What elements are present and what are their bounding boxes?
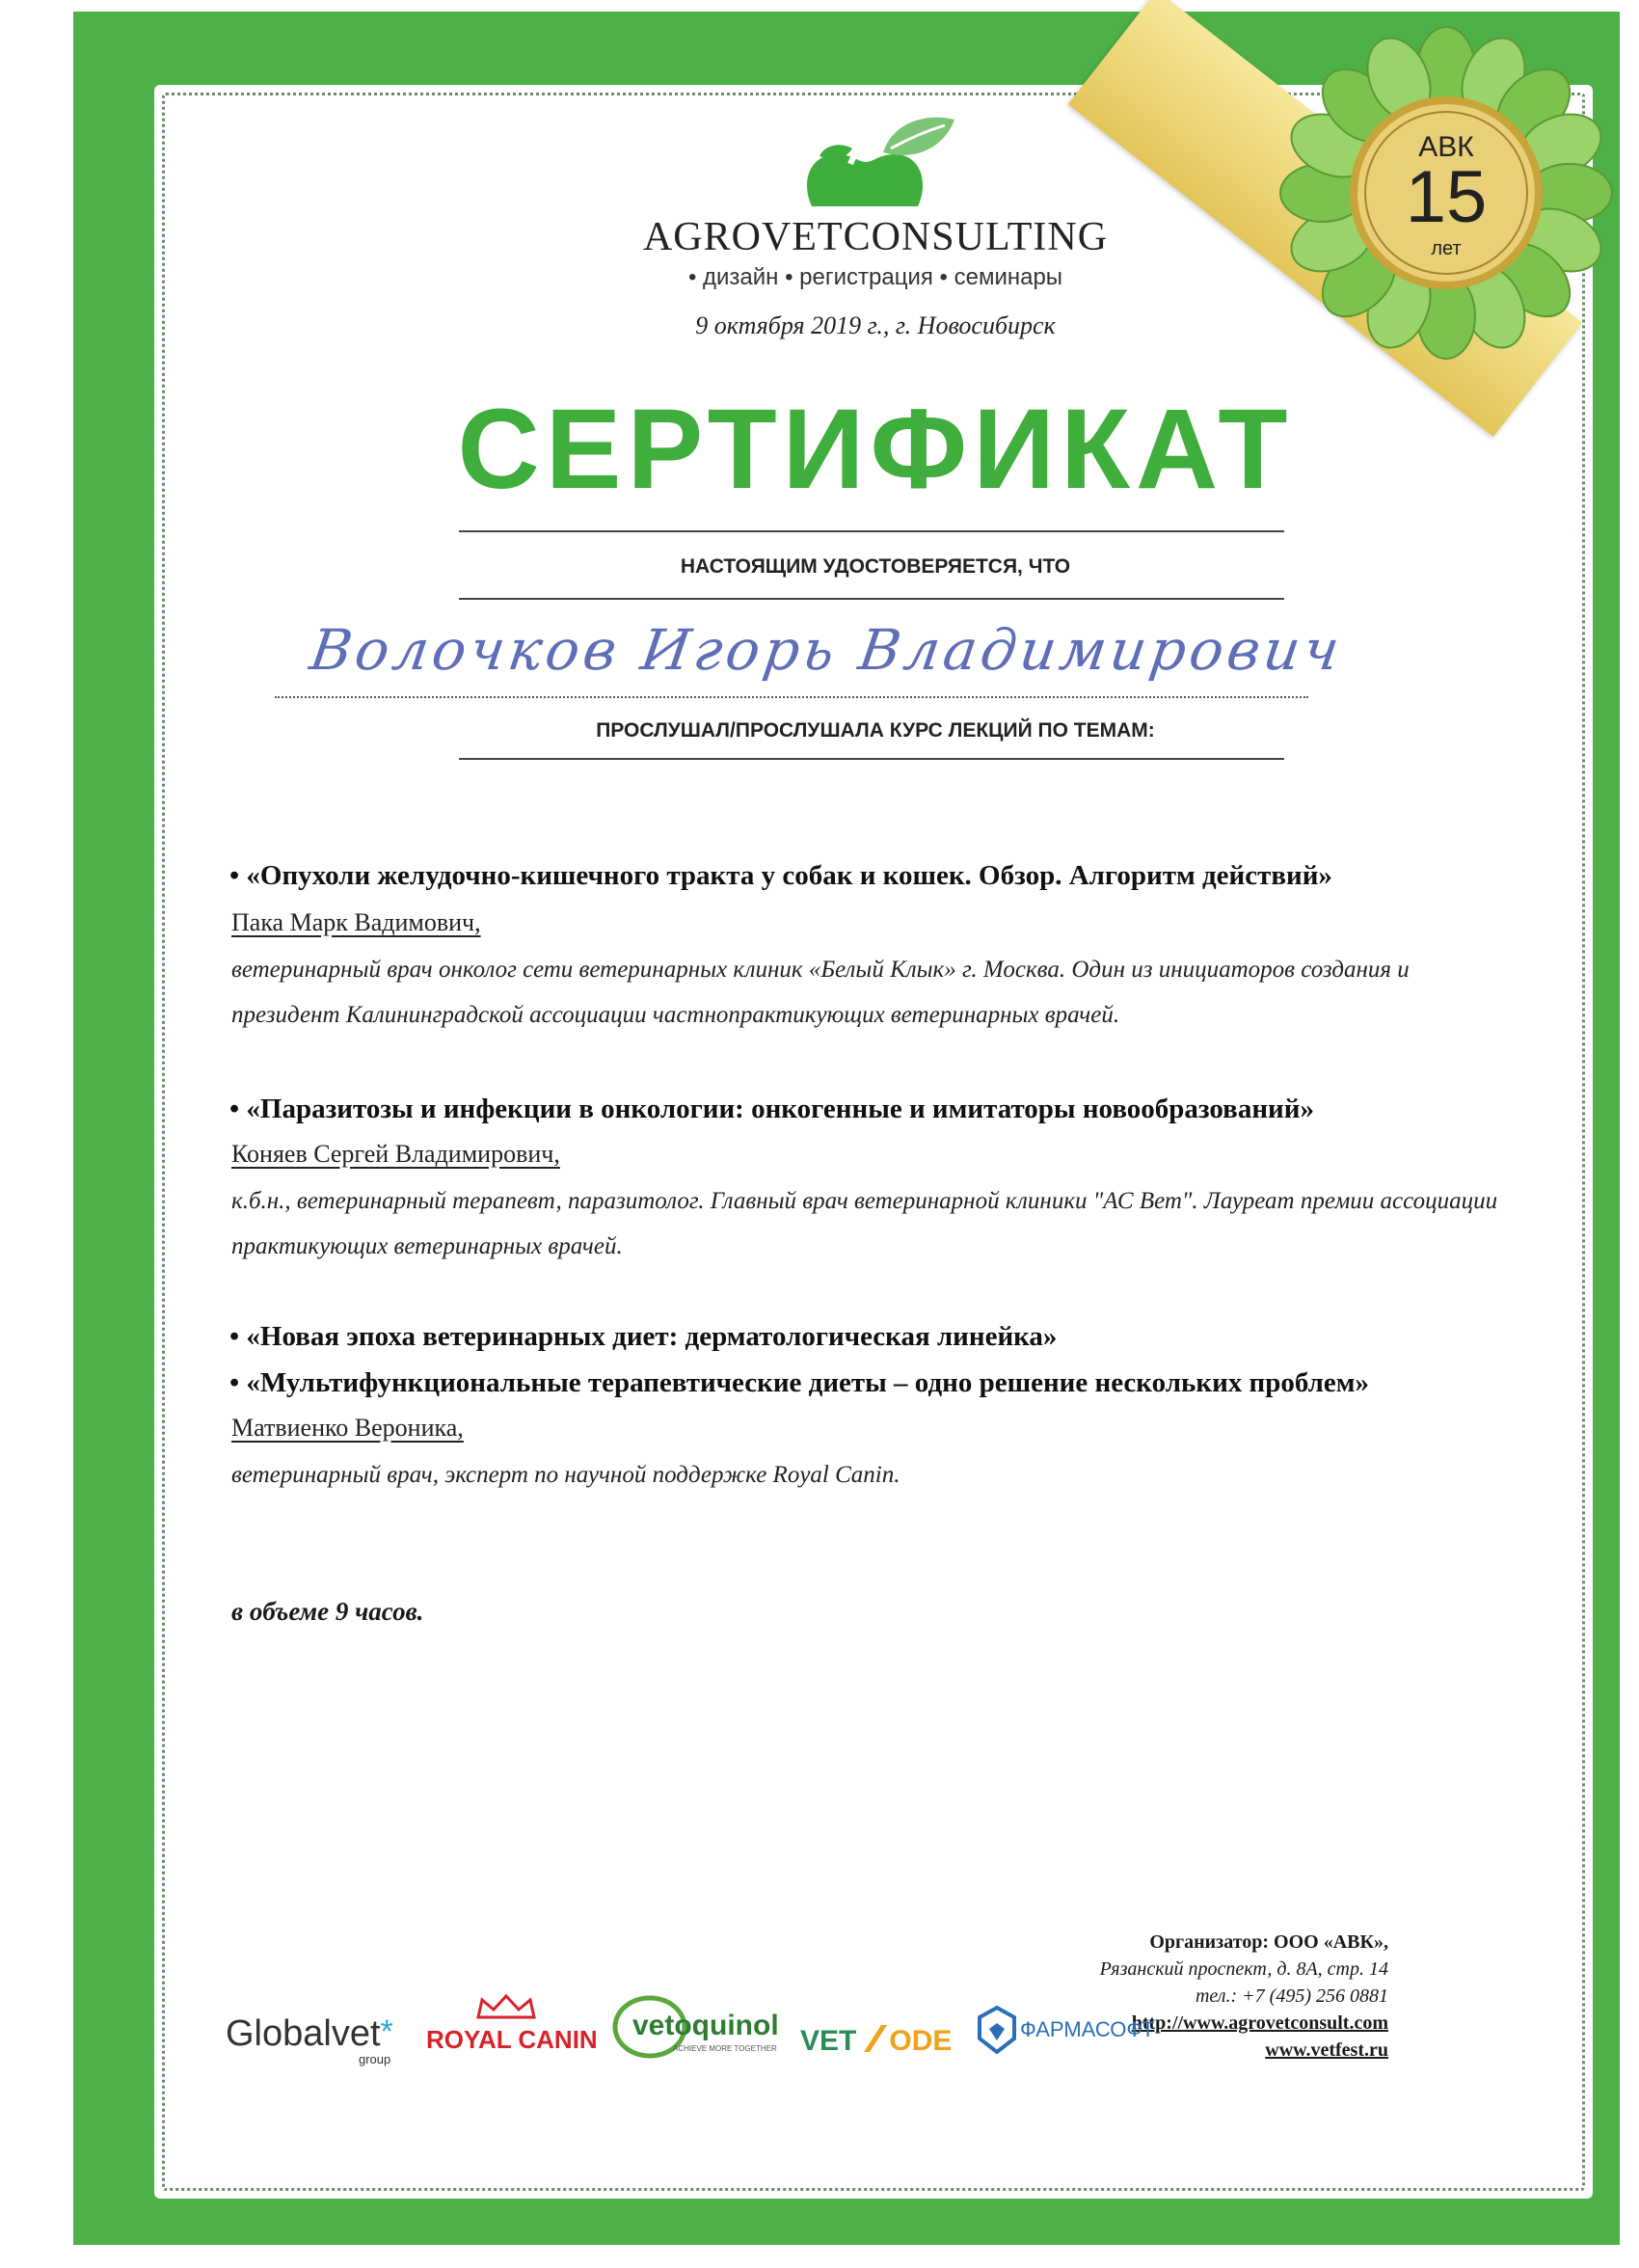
divider [459, 598, 1284, 600]
attended-heading: ПРОСЛУШАЛ/ПРОСЛУШАЛА КУРС ЛЕКЦИЙ ПО ТЕМАМ: [596, 719, 1155, 742]
royal-canin-wordmark: ROYAL CANIN [426, 2025, 598, 2054]
vetoquinol-wordmark: vetoquinol [632, 2010, 779, 2041]
brand-name: AGROVETCONSULTING [642, 215, 1109, 259]
organizer-website-link[interactable]: http://www.agrovetconsult.com [1131, 2012, 1388, 2034]
recipient-name-line [275, 696, 1308, 698]
certifies-heading: НАСТОЯЩИМ УДОСТОВЕРЯЕТСЯ, ЧТО [680, 555, 1071, 578]
globalvet-wordmark: Globalvet [226, 2013, 381, 2054]
sponsor-globalvet-logo [226, 2013, 393, 2066]
lecture-speaker: Пака Марк Вадимович, [231, 908, 481, 936]
lecture-topic: • «Опухоли желудочно-кишечного тракта у собак и кошек. Обзор. Алгоритм действий» [229, 860, 1332, 891]
recipient-name-handwritten: Волочков Игорь Владимирович [306, 617, 1348, 683]
lecture-topic: • «Паразитозы и инфекции в онкологии: онкогенные и имитаторы новообразований» [229, 1094, 1314, 1124]
crown-icon [472, 1992, 540, 2021]
lecture-topic: • «Мультифункциональные терапевтические диеты – одно решение нескольких проблем» [229, 1367, 1370, 1398]
lecture-speaker: Коняев Сергей Владимирович, [231, 1140, 560, 1168]
sponsor-royal-canin-logo [426, 2000, 598, 2055]
sponsor-vetnode-logo [800, 2023, 952, 2058]
sponsor-vetoquinol-logo [617, 1996, 779, 2053]
divider [459, 758, 1284, 760]
lecture-speaker-description: к.б.н., ветеринарный терапевт, паразитолог. Главный врач ветеринарной клиники "АС Вет". Лауреат премии ассоциации практикующих ветеринарных врачей. [231, 1188, 1498, 1259]
lecture-speaker: Матвиенко Вероника, [231, 1414, 464, 1442]
badge-top: АВК [1418, 131, 1474, 163]
course-volume: в объеме 9 часов. [231, 1597, 424, 1626]
date-place: 9 октября 2019 г., г. Новосибирск [695, 311, 1056, 339]
badge-number: 15 [1405, 156, 1488, 238]
sponsor-farmasoft-logo [978, 2006, 1154, 2054]
farmasoft-wordmark: ФАРМАСОФТ [1020, 2017, 1155, 2041]
globalvet-sub: group [359, 2052, 391, 2066]
organizer-address: Рязанский проспект, д. 8А, стр. 14 [1099, 1958, 1388, 1980]
globalvet-star-icon: * [380, 2013, 393, 2050]
divider [459, 530, 1284, 532]
vetnode-wordmark-a: VET [800, 2025, 857, 2057]
badge-bottom: лет [1431, 238, 1462, 259]
farmasoft-icon [978, 2006, 1016, 2054]
lecture-topic: • «Новая эпоха ветеринарных диет: дерматологическая линейка» [229, 1321, 1058, 1352]
organizer-phone: тел.: +7 (495) 256 0881 [1195, 1985, 1388, 2007]
certificate-title: СЕРТИФИКАТ [457, 386, 1294, 513]
lecture-speaker-description: ветеринарный врач онколог сети ветеринарных клиник «Белый Клык» г. Москва. Один из инициаторов создания и президент Калининградской ассоциации частнопрактикующих ветеринарных врачей. [231, 957, 1410, 1028]
vetnode-wordmark-b: ODE [889, 2025, 953, 2057]
vetnode-slash-icon [860, 2023, 889, 2056]
vetfest-website-link[interactable]: www.vetfest.ru [1265, 2039, 1388, 2061]
organizer-name: Организатор: ООО «АВК», [1149, 1931, 1388, 1953]
brand-tagline: • дизайн • регистрация • семинары [687, 264, 1063, 290]
apple-logo-icon [791, 114, 974, 222]
lecture-speaker-description: ветеринарный врач, эксперт по научной поддержке Royal Canin. [231, 1462, 900, 1488]
vetoquinol-sub: ACHIEVE MORE TOGETHER [673, 2044, 777, 2053]
